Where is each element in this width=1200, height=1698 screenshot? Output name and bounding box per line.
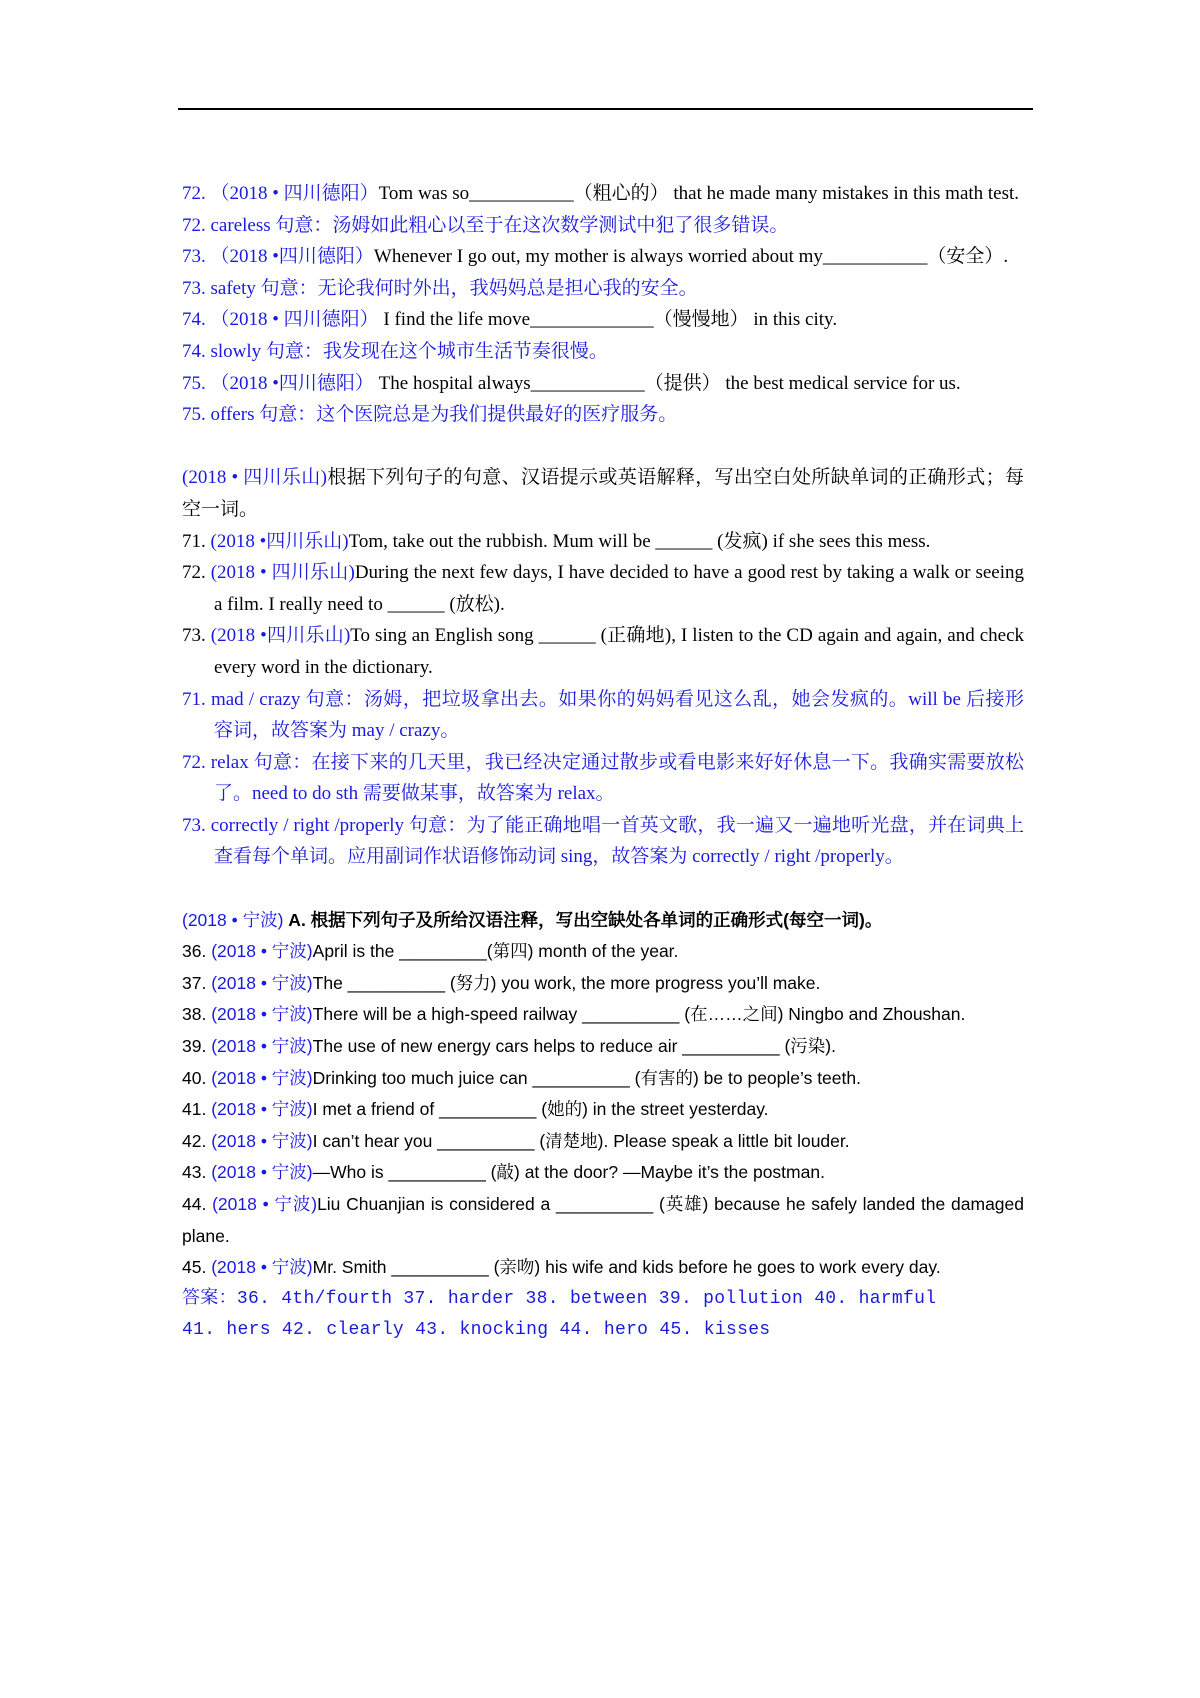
question-text: I find the life move_____________（慢慢地） in this city. (378, 309, 838, 331)
ningbo-answers-line-1: 答案：36. 4th/fourth 37. harder 38. between 39. pollution 40. harmful (182, 1288, 937, 1309)
source-tag: (2018 • 宁波) (211, 1099, 313, 1120)
question-74-deyang (182, 304, 1024, 336)
leshan-intro (182, 462, 1024, 525)
question-number: 39. (182, 1036, 212, 1057)
question-number: 44. (182, 1194, 213, 1214)
question-text: The use of new energy cars helps to reduce air __________ (污染). (312, 1036, 836, 1057)
question-72-deyang (182, 178, 1024, 210)
question-37-ningbo (182, 968, 1024, 1000)
question-text: Liu Chuanjian is considered a __________ (英雄) because he safely landed the damaged plane. (182, 1194, 1024, 1246)
question-number: 38. (182, 1004, 212, 1025)
source-tag: (2018 • 四川乐山) (210, 562, 355, 584)
ningbo-intro (182, 905, 1024, 937)
source-tag: (2018 • 宁波) (212, 1194, 318, 1214)
source-tag: 73. （2018 •四川德阳） (182, 246, 374, 268)
answer-71-leshan: 71. mad / crazy 句意：汤姆，把垃圾拿出去。如果你的妈妈看见这么乱，她会发疯的。will be 后接形容词，故答案为 may / crazy。 (182, 688, 1024, 742)
source-tag: 72. （2018 • 四川德阳） (182, 183, 379, 204)
question-text: Drinking too much juice can __________ (有害的) be to people’s teeth. (312, 1067, 861, 1088)
question-73-leshan (182, 620, 1024, 683)
source-tag: (2018 • 宁波) (211, 1257, 313, 1278)
spacer (182, 431, 1024, 463)
source-tag: (2018 • 宁波) (211, 1162, 313, 1183)
source-tag: (2018 • 宁波) (182, 909, 284, 930)
question-text: —Who is __________ (敲) at the door? —Maybe it’s the postman. (312, 1162, 825, 1183)
source-tag: (2018 •四川乐山) (210, 530, 349, 552)
question-72-leshan (182, 557, 1024, 620)
question-75-deyang (182, 368, 1024, 400)
question-text: I can’t hear you __________ (清楚地). Please speak a little bit louder. (312, 1130, 850, 1151)
question-number: 42. (182, 1130, 212, 1151)
answer-75-deyang: 75. offers 句意：这个医院总是为我们提供最好的医疗服务。 (182, 404, 678, 426)
question-number: 37. (182, 972, 212, 993)
question-text: There will be a high-speed railway __________ (在……之间) Ningbo and Zhoushan. (312, 1004, 966, 1025)
question-number: 45. (182, 1257, 212, 1278)
question-42-ningbo (182, 1126, 1024, 1158)
question-text: Tom was so___________（粗心的） that he made many mistakes in this math test. (378, 183, 1020, 204)
answer-72-leshan: 72. relax 句意：在接下来的几天里，我已经决定通过散步或看电影来好好休息一下。我确实需要放松了。need to do sth 需要做某事，故答案为 relax。 (182, 751, 1024, 805)
question-text: During the next few days, I have decided to have a good rest by taking a walk or seeing a film. I really need to ______ (放松). (214, 562, 1024, 615)
intro-text: A. 根据下列句子及所给汉语注释，写出空缺处各单词的正确形式(每空一词)。 (283, 909, 883, 930)
question-number: 40. (182, 1067, 212, 1088)
question-40-ningbo (182, 1063, 1024, 1095)
source-tag: (2018 • 宁波) (211, 941, 313, 962)
intro-text: 根据下列句子的句意、汉语提示或英语解释，写出空白处所缺单词的正确形式；每空一词。 (182, 467, 1024, 520)
question-number: 36. (182, 941, 212, 962)
question-45-ningbo (182, 1252, 1024, 1284)
question-73-deyang (182, 241, 1024, 273)
question-71-leshan (182, 526, 1024, 558)
source-tag: (2018 •四川乐山) (210, 625, 351, 647)
source-tag: (2018 • 宁波) (211, 1004, 313, 1025)
question-number: 71. (182, 530, 211, 552)
question-text: Whenever I go out, my mother is always worried about my___________（安全）. (373, 246, 1009, 268)
question-41-ningbo (182, 1094, 1024, 1126)
source-tag: (2018 • 宁波) (211, 1067, 313, 1088)
question-36-ningbo (182, 936, 1024, 968)
question-number: 41. (182, 1099, 212, 1120)
question-number: 72. (182, 562, 211, 584)
question-number: 43. (182, 1162, 212, 1183)
question-number: 73. (182, 625, 211, 647)
source-tag: (2018 • 宁波) (211, 1130, 313, 1151)
ningbo-answers-line-2: 41. hers 42. clearly 43. knocking 44. hero 45. kisses (182, 1320, 771, 1341)
ningbo-section (182, 905, 1024, 1284)
answer-72-deyang: 72. careless 句意：汤姆如此粗心以至于在这次数学测试中犯了很多错误。 (182, 214, 789, 236)
answer-73-deyang: 73. safety 句意：无论我何时外出，我妈妈总是担心我的安全。 (182, 277, 698, 299)
source-tag: (2018 • 宁波) (211, 1036, 313, 1057)
source-tag: 74. （2018 • 四川德阳） (182, 309, 379, 331)
question-text: Mr. Smith __________ (亲吻) his wife and kids before he goes to work every day. (312, 1257, 941, 1278)
spacer (182, 873, 1024, 905)
question-text: Tom, take out the rubbish. Mum will be ______ (发疯) if she sees this mess. (348, 530, 931, 552)
question-text: The __________ (努力) you work, the more progress you’ll make. (312, 972, 821, 993)
source-tag: (2018 • 四川乐山) (182, 467, 327, 489)
question-39-ningbo (182, 1031, 1024, 1063)
source-tag: (2018 • 宁波) (211, 972, 313, 993)
source-tag: 75. （2018 •四川德阳） (182, 372, 374, 394)
question-38-ningbo (182, 999, 1024, 1031)
question-text: I met a friend of __________ (她的) in the street yesterday. (312, 1099, 769, 1120)
question-text: To sing an English song ______ (正确地), I listen to the CD again and again, and check every word in the dictionary. (214, 625, 1024, 678)
question-44-ningbo (182, 1189, 1024, 1252)
question-43-ningbo (182, 1157, 1024, 1189)
answer-73-leshan: 73. correctly / right /properly 句意：为了能正确地唱一首英文歌，我一遍又一遍地听光盘，并在词典上查看每个单词。应用副词作状语修饰动词 sing，故答案为 correctly / right /properly。 (182, 814, 1024, 868)
question-text: The hospital always____________（提供） the best medical service for us. (373, 372, 961, 394)
answer-74-deyang: 74. slowly 句意：我发现在这个城市生活节奏很慢。 (182, 340, 608, 362)
document-body (182, 178, 1024, 1347)
header-rule (178, 108, 1033, 110)
question-text: April is the _________(第四) month of the year. (312, 941, 679, 962)
